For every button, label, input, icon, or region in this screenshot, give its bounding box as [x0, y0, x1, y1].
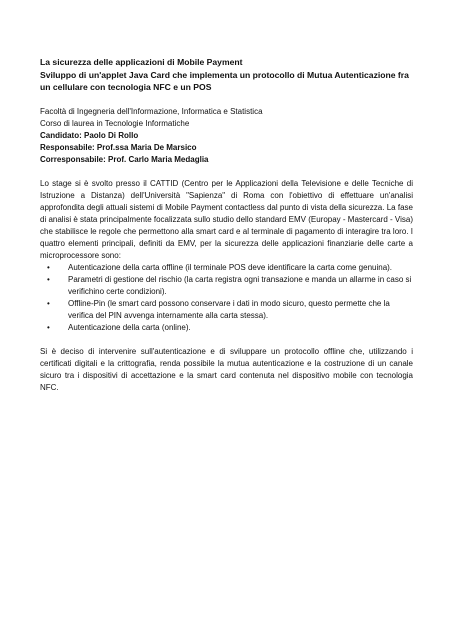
list-item [47, 274, 413, 298]
title-line-2: Sviluppo di un'applet Java Card che implementa un protocollo di Mutua Autenticazione fra un cellulare con tecnologia NFC e un POS [40, 69, 409, 92]
bullet-icon: • [47, 274, 50, 284]
list-item [47, 322, 413, 334]
candidate-line: Candidato: Paolo Di Rollo [40, 130, 139, 140]
faculty-line: Facoltà di Ingegneria dell'Informazione, Informatica e Statistica [40, 106, 263, 116]
responsible-line: Responsabile: Prof.ssa Maria De Marsico [40, 142, 197, 152]
bullet-icon: • [47, 298, 50, 308]
body-section [40, 178, 413, 394]
info-block [40, 106, 413, 166]
bullet-icon: • [47, 322, 50, 332]
bullet-icon: • [47, 262, 50, 272]
emv-elements-list [40, 262, 413, 334]
document-title [40, 56, 413, 94]
list-item [47, 262, 413, 274]
list-item [47, 298, 413, 322]
coresponsible-line: Corresponsabile: Prof. Carlo Maria Medaglia [40, 154, 209, 164]
list-item-text: Offline-Pin (le smart card possono conservare i dati in modo sicuro, questo permette che la verifica del PIN avvenga internamente alla carta stessa). [68, 298, 390, 320]
list-item-text: Parametri di gestione del rischio (la carta registra ogni transazione e manda un allarme in caso si verifichino certe condizioni). [68, 274, 412, 296]
list-item-text: Autenticazione della carta offline (il terminale POS deve identificare la carta come genuina). [68, 262, 393, 272]
paragraph-conclusion: Si è deciso di intervenire sull'autenticazione e di sviluppare un protocollo offline che, utilizzando i certificati digitali e la crittografia, renda possibile la mutua autenticazione e la costruzione di un canale sicuro tra i dispositivi di accettazione e la smart card contenuta nel dispositivo mobile con tecnologia NFC. [40, 346, 413, 392]
list-item-text: Autenticazione della carta (online). [68, 322, 191, 332]
course-line: Corso di laurea in Tecnologie Informatiche [40, 118, 190, 128]
paragraph-intro: Lo stage si è svolto presso il CATTID (Centro per le Applicazioni della Televisione e delle Tecniche di Istruzione a Distanza) dell'Università "Sapienza" di Roma con l'obiettivo di effettuare un'analisi approfondita degli attuali sistemi di Mobile Payment contactless dal punto di vista della sicurezza. La fase di analisi è stata principalmente focalizzata sullo studio dello standard EMV (Europay - Mastercard - Visa) che stabilisce le regole che permettono alla smart card e al terminale di pagamento di interagire tra loro. I quattro elementi principali, definiti da EMV, per la sicurezza delle applicazioni finanziarie delle carte a microprocessore sono: [40, 178, 413, 260]
title-line-1: La sicurezza delle applicazioni di Mobile Payment [40, 57, 243, 67]
